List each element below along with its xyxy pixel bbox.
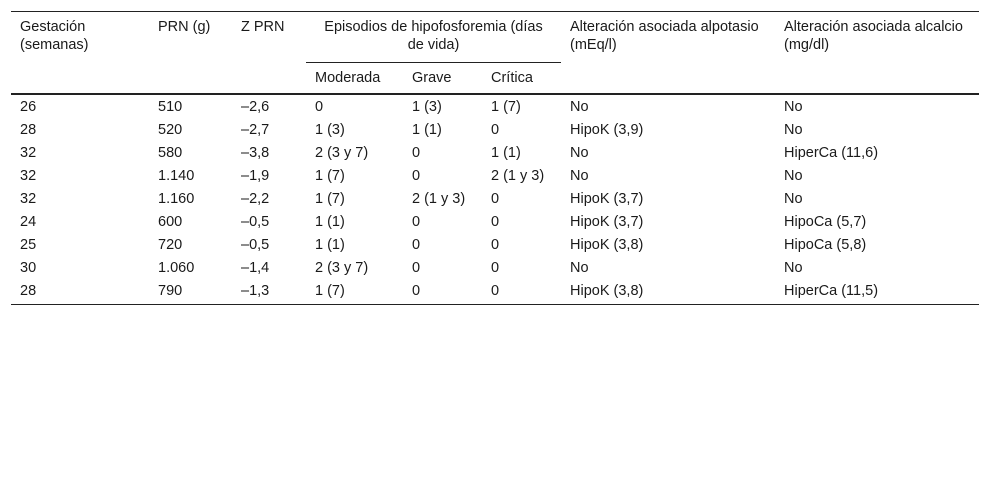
cell-prn: 720	[158, 237, 183, 253]
cell-gestacion: 25	[20, 237, 37, 253]
cell-critica: 2 (1 y 3)	[491, 168, 545, 184]
table-row	[11, 256, 979, 279]
cell-calcio: No	[784, 168, 803, 184]
cell-grave: 0	[412, 237, 421, 253]
hypophosphatemia-table	[11, 11, 979, 305]
cell-moderada: 1 (1)	[315, 214, 345, 230]
data-table-container	[11, 11, 979, 305]
cell-calcio: HiperCa (11,5)	[775, 279, 979, 305]
header-potasio: Alteración asociada alpotasio (mEq/l)	[561, 12, 775, 95]
cell-gestacion: 26	[20, 99, 37, 115]
cell-zprn: –2,7	[241, 122, 270, 138]
header-zprn: Z PRN	[232, 12, 306, 95]
cell-grave: 1 (3)	[412, 99, 442, 115]
cell-gestacion: 24	[20, 214, 37, 230]
cell-calcio: HipoCa (5,7)	[784, 214, 867, 230]
cell-grave: 1 (1)	[412, 122, 442, 138]
cell-zprn: –0,5	[241, 237, 270, 253]
table-row	[11, 210, 979, 233]
cell-prn: 600	[158, 214, 183, 230]
cell-gestacion: 32	[20, 168, 37, 184]
cell-calcio: HiperCa (11,6)	[784, 145, 879, 161]
header-episodios: Episodios de hipofosforemia (días de vida)	[306, 12, 561, 63]
cell-calcio: No	[784, 260, 803, 276]
cell-moderada: 2 (3 y 7)	[315, 260, 369, 276]
cell-potasio: HipoK (3,9)	[570, 122, 644, 138]
table-row	[11, 94, 979, 118]
table-body	[11, 94, 979, 305]
cell-grave: 0	[412, 260, 421, 276]
header-calcio: Alteración asociada alcalcio (mg/dl)	[775, 12, 979, 95]
cell-potasio: No	[570, 145, 589, 161]
cell-grave: 0	[412, 214, 421, 230]
cell-critica: 0	[491, 214, 500, 230]
header-grave: Grave	[403, 63, 482, 95]
cell-gestacion: 32	[20, 191, 37, 207]
cell-calcio: No	[784, 99, 803, 115]
table-row	[11, 279, 979, 305]
cell-critica: 1 (1)	[491, 145, 521, 161]
cell-gestacion: 28	[11, 279, 149, 305]
cell-potasio: HipoK (3,8)	[561, 279, 775, 305]
cell-gestacion: 28	[20, 122, 37, 138]
header-gestacion: Gestación (semanas)	[11, 12, 149, 95]
cell-critica: 0	[491, 191, 500, 207]
cell-moderada: 1 (1)	[315, 237, 345, 253]
cell-critica: 0	[482, 279, 561, 305]
cell-prn: 1.160	[158, 191, 195, 207]
table-row	[11, 118, 979, 141]
cell-grave: 0	[403, 279, 482, 305]
cell-prn: 1.060	[158, 260, 195, 276]
cell-grave: 0	[412, 145, 421, 161]
header-prn: PRN (g)	[149, 12, 232, 95]
table-row	[11, 141, 979, 164]
cell-zprn: –3,8	[241, 145, 270, 161]
table-row	[11, 233, 979, 256]
header-critica: Crítica	[482, 63, 561, 95]
cell-critica: 1 (7)	[491, 99, 521, 115]
cell-prn: 520	[158, 122, 183, 138]
cell-critica: 0	[491, 237, 500, 253]
cell-zprn: –1,4	[241, 260, 270, 276]
cell-calcio: No	[784, 191, 803, 207]
cell-potasio: HipoK (3,8)	[570, 237, 644, 253]
cell-moderada: 0	[315, 99, 324, 115]
cell-critica: 0	[491, 260, 500, 276]
cell-calcio: HipoCa (5,8)	[784, 237, 867, 253]
cell-potasio: No	[570, 168, 589, 184]
cell-moderada: 1 (7)	[306, 279, 403, 305]
cell-calcio: No	[784, 122, 803, 138]
table-row	[11, 187, 979, 210]
header-moderada: Moderada	[306, 63, 403, 95]
cell-prn: 510	[158, 99, 183, 115]
table-row	[11, 164, 979, 187]
cell-potasio: HipoK (3,7)	[570, 214, 644, 230]
cell-gestacion: 32	[20, 145, 37, 161]
cell-moderada: 2 (3 y 7)	[315, 145, 369, 161]
cell-zprn: –1,9	[241, 168, 270, 184]
cell-moderada: 1 (7)	[315, 168, 345, 184]
cell-potasio: No	[570, 99, 589, 115]
cell-zprn: –2,2	[241, 191, 270, 207]
table-header	[11, 12, 979, 95]
cell-zprn: –0,5	[241, 214, 270, 230]
cell-zprn: –2,6	[241, 99, 270, 115]
cell-grave: 2 (1 y 3)	[412, 191, 466, 207]
cell-potasio: No	[570, 260, 589, 276]
cell-prn: 580	[158, 145, 183, 161]
cell-moderada: 1 (7)	[315, 191, 345, 207]
cell-moderada: 1 (3)	[315, 122, 345, 138]
cell-prn: 790	[149, 279, 232, 305]
cell-zprn: –1,3	[232, 279, 306, 305]
cell-critica: 0	[491, 122, 500, 138]
cell-gestacion: 30	[20, 260, 37, 276]
cell-grave: 0	[412, 168, 421, 184]
cell-prn: 1.140	[158, 168, 195, 184]
cell-potasio: HipoK (3,7)	[570, 191, 644, 207]
